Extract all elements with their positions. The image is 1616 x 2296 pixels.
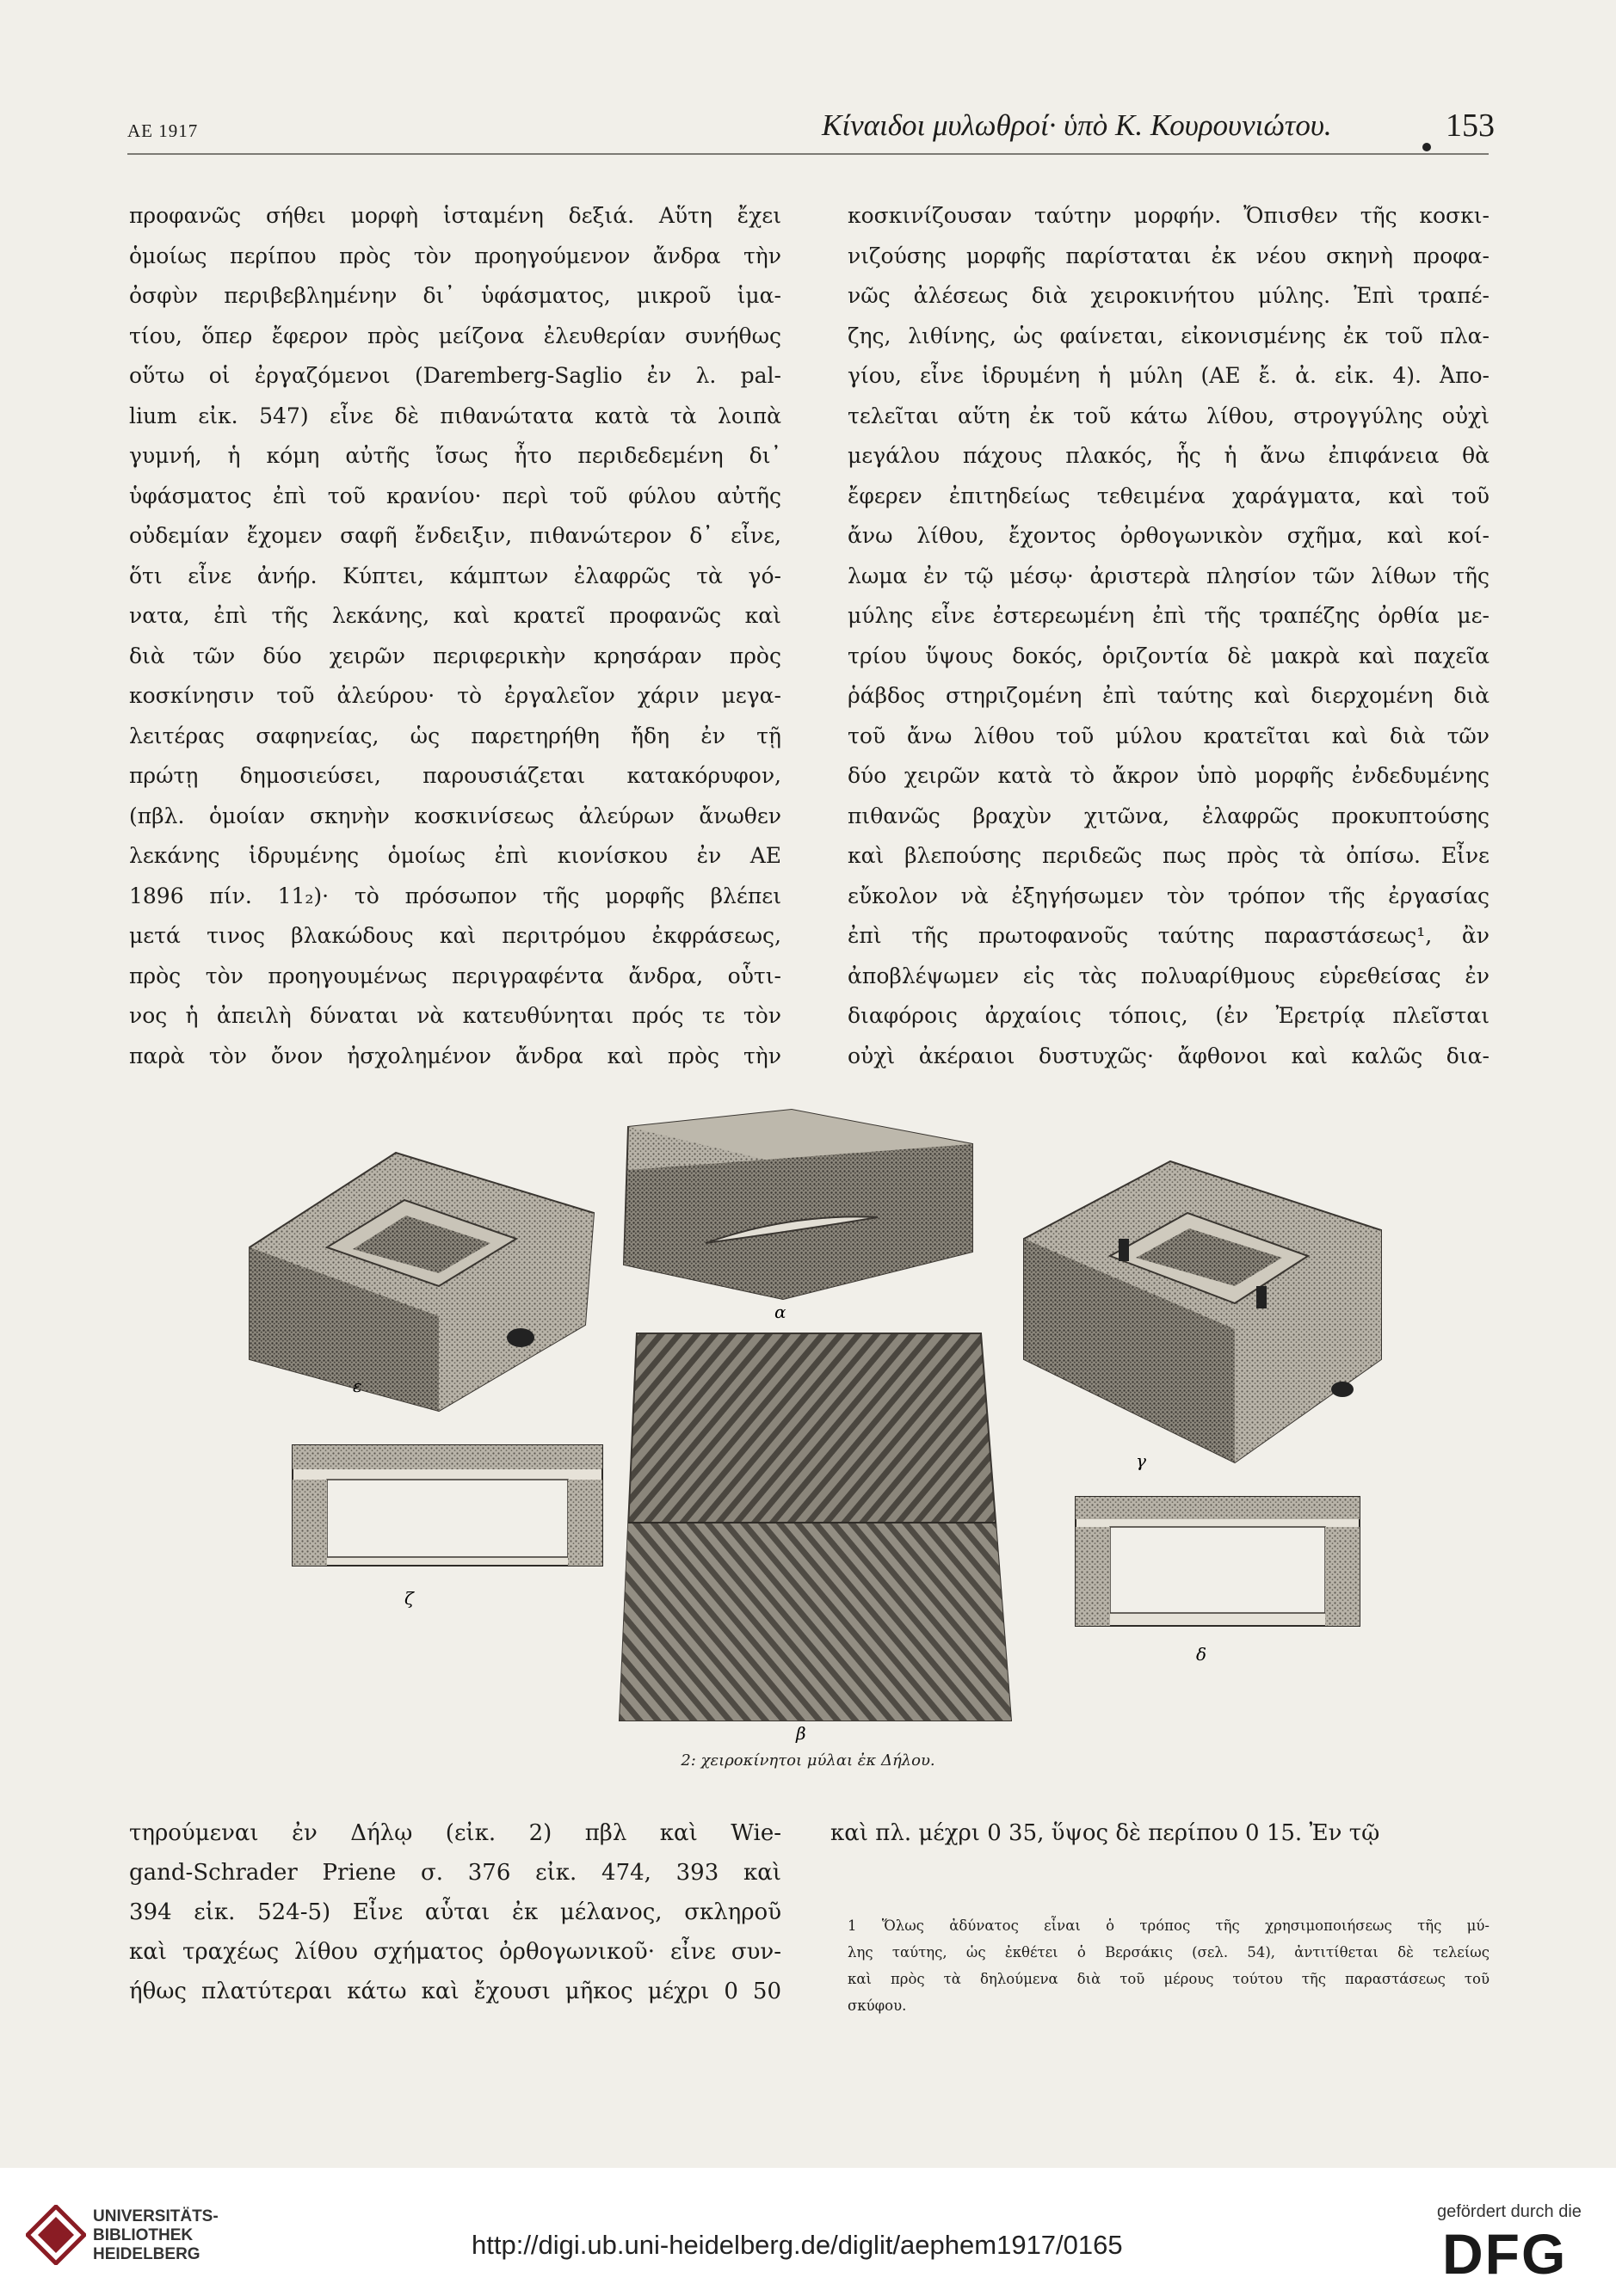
text-column-right: [848, 196, 1490, 1076]
text-line: ὀσφὺν περιβεβλημένην δι᾽ ὑφάσματος, μικροῦ ἱμα-: [129, 283, 781, 308]
text-line: ἐπὶ τῆς πρωτοφανοῦς ταύτης παραστάσεως¹, ἂν: [848, 923, 1490, 948]
mill-gamma-drawing: [1024, 1161, 1381, 1462]
text-line: οὐδεμίαν ἔχομεν σαφῆ ἔνδειξιν, πιθανώτερον δ᾽ εἶνε,: [129, 523, 781, 548]
text-line: γυμνή, ἡ κόμη αὐτῆς ἴσως ἦτο περιδεδεμένη δι᾽: [129, 443, 781, 468]
ink-dot: [1422, 143, 1431, 151]
text-line: ἄνω λίθου, ἔχοντος ὀρθογωνικὸν σχῆμα, καὶ κοί-: [848, 523, 1490, 548]
text-line: 1896 πίν. 11₂)· τὸ πρόσωπον τῆς μορφῆς βλέπει: [129, 883, 781, 908]
mill-zeta-section: [293, 1445, 602, 1566]
text-line: κοσκινίζουσαν ταύτην μορφήν. Ὄπισθεν τῆς κοσκι-: [848, 203, 1490, 228]
text-line: lium εἰκ. 547) εἶνε δὲ πιθανώτατα κατὰ τὰ λοιπὰ: [129, 403, 781, 428]
text-line: πρώτῃ δημοσιεύσει, παρουσιάζεται κατακόρυφον,: [129, 763, 781, 788]
label-epsilon: ε: [353, 1376, 362, 1396]
text-line: τρίου ὕψους δοκός, ὁριζοντία δὲ μακρὰ καὶ παχεῖα: [848, 643, 1490, 668]
text-line: λειτέρας σαφηνείας, ὡς παρετηρήθη ἤδη ἐν τῇ: [129, 723, 781, 748]
text-line: ὁμοίως περίπου πρὸς τὸν προηγούμενον ἄνδρα τὴν: [129, 243, 781, 268]
label-delta: δ: [1196, 1644, 1207, 1665]
hand-mills-figure: [224, 1101, 1411, 1746]
text-line: μετά τινος βλακώδους καὶ περιτρόμου ἐκφράσεως,: [129, 923, 781, 948]
text-line: λωμα ἐν τῷ μέσῳ· ἀριστερὰ πλησίον τῶν λίθων τῆς: [848, 563, 1490, 588]
text-line: γίου, εἶνε ἱδρυμένη ἡ μύλη (ΑΕ ἔ. ἀ. εἰκ. 4). Ἀπο-: [848, 363, 1490, 388]
text-line: (πβλ. ὁμοίαν σκηνὴν κοσκινίσεως ἀλεύρων ἄνωθεν: [129, 803, 781, 828]
text-line: διὰ τῶν δύο χειρῶν περιφερικὴν κρησάραν πρὸς: [129, 643, 781, 668]
text-column-right-bottom: [830, 1813, 1490, 1854]
text-line: ήθως πλατύτεραι κάτω καὶ ἔχουσι μῆκος μέχρι 0 50: [129, 1979, 781, 2004]
text-line: προφανῶς σήθει μορφὴ ἱσταμένη δεξιά. Αὕτη ἔχει: [129, 203, 781, 228]
funded-by-label: gefördert durch die: [1437, 2202, 1582, 2221]
library-line: HEIDELBERG: [93, 2245, 200, 2263]
text-line: ὅτι εἶνε ἀνήρ. Κύπτει, κάμπτων ἐλαφρῶς τὰ γό-: [129, 563, 781, 588]
page-number: 153: [1446, 108, 1495, 144]
text-line: λεκάνης ἱδρυμένης ὁμοίως ἐπὶ κιονίσκου ἐν ΑΕ: [129, 843, 781, 868]
label-alpha: α: [774, 1302, 786, 1322]
footnote-line: σκύφου.: [848, 1997, 907, 2014]
text-line: καὶ βλεπούσης περιδεῶς πως πρὸς τὰ ὀπίσω. Εἶνε: [848, 843, 1490, 868]
footnote: [848, 1912, 1490, 2019]
text-line: οὕτω οἱ ἐργαζόμενοι (Daremberg-Saglio ἐν λ. pal-: [129, 363, 781, 388]
text-line: πιθανῶς βραχὺν χιτῶνα, ἐλαφρῶς προκυπτούσης: [848, 803, 1490, 828]
text-line: τίου, ὅπερ ἔφερον πρὸς μείζονα ἐλευθερίαν συνήθως: [129, 323, 781, 348]
text-line: παρὰ τὸν ὄνον ἠσχολημένον ἄνδρα καὶ πρὸς τὴν: [129, 1043, 781, 1068]
text-line: πρὸς τὸν προηγουμένως περιγραφέντα ἄνδρα, οὗτι-: [129, 963, 781, 988]
footnote-line: λης ταύτης, ὡς ἐκθέτει ὁ Βερσάκις (σελ. 54), ἀντιτίθεται δὲ τελείως: [848, 1944, 1490, 1961]
running-title: Κίναιδοι μυλωθροί· ὑπὸ Κ. Κουρουνιώτου.: [822, 108, 1332, 142]
mill-alpha-drawing: [624, 1110, 972, 1299]
text-line: νατα, ἐπὶ τῆς λεκάνης, καὶ κρατεῖ προφανῶς καὶ: [129, 603, 781, 628]
text-line: εὔκολον νὰ ἐξηγήσωμεν τὸν τρόπον τῆς ἐργασίας: [848, 883, 1490, 908]
permalink-url[interactable]: http://digi.ub.uni-heidelberg.de/diglit/aephem1917/0165: [472, 2230, 1123, 2260]
viewer-footer: [0, 2168, 1616, 2296]
text-line: νος ἡ ἀπειλὴ δύναται νὰ κατευθύνηται πρός τε τὸν: [129, 1003, 781, 1028]
university-library-logo-icon: [26, 2205, 86, 2265]
footnote-line: καὶ πρὸς τὰ δηλούμενα διὰ τοῦ μέρους τούτου τῆς παραστάσεως τοῦ: [848, 1971, 1490, 1987]
mill-beta-drawing: [620, 1333, 1011, 1720]
journal-abbrev: ΑΕ 1917: [127, 120, 199, 141]
header-rule: [127, 153, 1489, 155]
text-line: ὑφάσματος ἐπὶ τοῦ κρανίου· περὶ τοῦ φύλου αὐτῆς: [129, 483, 781, 508]
label-beta: β: [796, 1723, 806, 1744]
university-library-name: [93, 2207, 219, 2264]
text-line: ῥάβδος στηριζομένη ἐπὶ ταύτης καὶ διερχομένη διὰ: [848, 683, 1490, 708]
text-line: νιζούσης μορφῆς παρίσταται ἐκ νέου σκηνὴ προφα-: [848, 243, 1490, 268]
label-gamma: γ: [1136, 1450, 1146, 1471]
text-line: gand-Schrader Priene σ. 376 εἰκ. 474, 393 καὶ: [129, 1860, 781, 1886]
text-line: κοσκίνησιν τοῦ ἀλεύρου· τὸ ἐργαλεῖον χάριν μεγα-: [129, 683, 781, 708]
text-line: τελεῖται αὕτη ἐκ τοῦ κάτω λίθου, στρογγύλης οὐχὶ: [848, 403, 1490, 428]
text-line: ἀποβλέψωμεν εἰς τὰς πολυαρίθμους εὑρεθείσας ἐν: [848, 963, 1490, 988]
text-line: καὶ πλ. μέχρι 0 35, ὕψος δὲ περίπου 0 15. Ἐν τῷ: [830, 1820, 1380, 1846]
text-column-left-bottom: [129, 1813, 781, 2011]
library-line: BIBLIOTHEK: [93, 2226, 194, 2244]
dfg-logo: DFG: [1442, 2222, 1568, 2286]
figure-caption: 2: χειροκίνητοι μύλαι ἐκ Δήλου.: [681, 1751, 935, 1770]
text-line: καὶ τραχέως λίθου σχήματος ὀρθογωνικοῦ· εἶνε συν-: [129, 1939, 781, 1965]
text-line: τηρούμεναι ἐν Δήλῳ (εἰκ. 2) πβλ καὶ Wie-: [129, 1820, 781, 1846]
label-zeta: ζ: [404, 1588, 414, 1609]
text-line: τοῦ ἄνω λίθου τοῦ μύλου κρατεῖται καὶ διὰ τῶν: [848, 723, 1490, 748]
text-line: μεγάλου πάχους πλακός, ἧς ἡ ἄνω ἐπιφάνεια θὰ: [848, 443, 1490, 468]
text-line: μύλης εἶνε ἐστερεωμένη ἐπὶ τῆς τραπέζης ὀρθία με-: [848, 603, 1490, 628]
footnote-line: 1 Ὅλως ἀδύνατος εἶναι ὁ τρόπος τῆς χρησιμοποιήσεως τῆς μύ-: [848, 1917, 1490, 1934]
mill-delta-section: [1076, 1497, 1360, 1626]
text-column-left: [129, 196, 781, 1076]
text-line: δύο χειρῶν κατὰ τὸ ἄκρον ὑπὸ μορφῆς ἐνδεδυμένης: [848, 763, 1490, 788]
text-line: ἔφερεν ἐπιτηδείως τεθειμένα χαράγματα, καὶ τοῦ: [848, 483, 1490, 508]
library-line: UNIVERSITÄTS-: [93, 2207, 219, 2225]
text-line: ζης, λιθίνης, ὡς φαίνεται, εἰκονισμένης ἐκ τοῦ πλα-: [848, 323, 1490, 348]
text-line: 394 εἰκ. 524-5) Εἶνε αὗται ἐκ μέλανος, σκληροῦ: [129, 1899, 781, 1925]
text-line: νῶς ἀλέσεως διὰ χειροκινήτου μύλης. Ἐπὶ τραπέ-: [848, 283, 1490, 308]
text-line: οὐχὶ ἀκέραιοι δυστυχῶς· ἄφθονοι καὶ καλῶς δια-: [848, 1043, 1490, 1068]
mill-epsilon-drawing: [250, 1153, 594, 1411]
text-line: διαφόροις ἀρχαίοις τόποις, (ἐν Ἐρετρίᾳ πλεῖσται: [848, 1003, 1490, 1028]
